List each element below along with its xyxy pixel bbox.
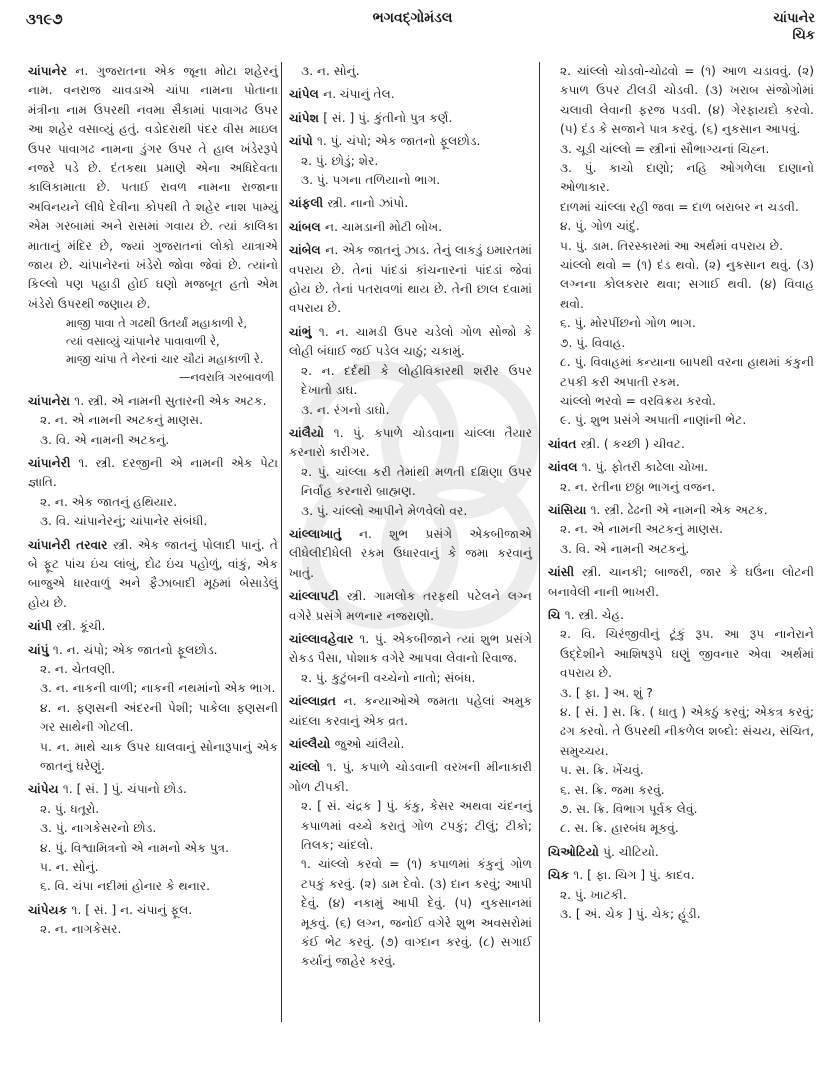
- column-divider: [539, 62, 540, 1022]
- entry-sense: [28, 877, 278, 896]
- entry-headword: ચાંપાનેર: [28, 64, 76, 78]
- dictionary-entry: [289, 758, 532, 971]
- entry-headword: ચાંપેયક: [28, 902, 72, 917]
- entry-sense: [289, 463, 532, 502]
- entry-sense: [548, 353, 814, 392]
- entry-sense: [548, 198, 814, 217]
- definition-text: ન. શુભ પ્રસંગે એકબીજાએ લીધેલીદીધેલી રકમ ઉધારવાનું કે જમા કરવાનું ખાતું.: [289, 526, 532, 580]
- definition-text: ૨. [ સં. ચંદ્રક ] પું. કંકુ, કેસર અથવા ચંદનનું કપાળમાં વચ્ચે કરાતું ગોળ ટપકું; ટીલું; ટીકો; તિલક; ચાંદલો.: [301, 799, 532, 853]
- entry-headword: ચિક: [548, 868, 574, 883]
- definition-text: ૫. પું. ડામ. તિરસ્કારમાં આ અર્થમાં વપરાય છે.: [560, 238, 783, 253]
- dictionary-entry: [28, 392, 278, 450]
- dictionary-entry: [28, 454, 278, 532]
- entry-definition: [28, 536, 278, 614]
- definition-text: ૨. ન. નાગકેસર.: [40, 922, 122, 937]
- entry-definition: [289, 194, 532, 213]
- entry-definition: [289, 735, 532, 754]
- definition-text: ૩. વિ. એ નામની અટકનું.: [40, 432, 170, 447]
- dictionary-entry: [289, 735, 532, 754]
- verse-quote-line: માજી પાવા તે ગઢથી ઉતર્યાં મહાકાળી રે,: [66, 316, 248, 331]
- entry-headword: ચાંફલી: [289, 196, 328, 211]
- dictionary-entry: [289, 692, 532, 731]
- entry-definition: [28, 641, 278, 660]
- entry-headword: ચાંપી: [28, 619, 57, 634]
- entry-sense: [548, 684, 814, 703]
- definition-text: ૪. ન. ફણસની અંદરની પેશી; પાકેલા ફણસની ગર સાથેની ગોટલી.: [40, 700, 278, 735]
- entry-headword: ચાંલૈયો: [289, 425, 334, 440]
- definition-text: ૧. ન. ચંપો; એક જાતનો ફૂલછોડ.: [52, 642, 218, 657]
- guide-word-first: ચાંપાનેર: [773, 11, 815, 26]
- entry-sense: [548, 256, 814, 314]
- verse-quote-line: માજી ચાંપા તે નેરનાં ચાર ચૌટાં મહાકાળી રે.: [66, 352, 264, 367]
- entry-definition: [28, 617, 278, 636]
- definition-text: ૨. ન. એ નામની અટકનું માણસ.: [40, 413, 204, 428]
- entry-definition: [289, 132, 532, 151]
- column-3: [548, 62, 814, 928]
- entry-sense: [548, 781, 814, 800]
- entry-sense: [289, 855, 532, 971]
- entry-sense: [289, 171, 532, 190]
- entry-definition: [28, 62, 278, 314]
- dictionary-entry: [28, 901, 278, 940]
- entry-sense: [548, 520, 814, 539]
- definition-text: સ્ત્રી. ગામલોક તરફથી પટેલને લગ્ન વગેરે પ્રસંગે મળનાર નજરાણો.: [289, 589, 532, 623]
- page-number: ૩૧૯૭: [26, 10, 63, 28]
- entry-headword: ચાંલ્લાપટી: [289, 589, 347, 604]
- entry-definition: [28, 454, 278, 493]
- entry-headword: ચાંબલ: [289, 219, 325, 234]
- definition-text: ૪. [ સં. ] સ. ક્રિ. ( ધાતુ ) એકઠું કરવું; એકત્ર કરવું; ઢગ કરવો. તે ઉપરથી નીકળેલ શબ્દો: સંચય, સંચિત, સમુચ્ચય.: [560, 705, 814, 758]
- dictionary-entry: [289, 132, 532, 190]
- definition-text: ૮. સ. ક્રિ. હારબંધ મૂકવું.: [560, 821, 679, 836]
- entry-definition: [289, 241, 532, 319]
- entry-definition: [28, 901, 278, 920]
- entry-sense: [548, 140, 814, 159]
- entry-sense: [548, 703, 814, 761]
- definition-text: ૧. [ ફા. ચિગ ] પું. કાદવ.: [573, 868, 695, 883]
- entry-sense: [548, 334, 814, 353]
- definition-text: સ્ત્રી. એક જાતનું પોલાદી પાનું. તે બે ફૂટ પાંચ ઇંચ લાંબું, દોઢ ઇંચ પહોળું, વાંકું, એક બાજુએ ધારવાળું અને ફૈઝાબાદી મૂઠમાં બેસાડેલું હોય છે.: [28, 537, 278, 610]
- definition-text: ૧. પું. ચંપો; એક જાતનો ફૂલછોડ.: [316, 134, 481, 149]
- entry-definition: [548, 866, 814, 885]
- definition-text: ૩. ન. નાકની વાળી; નાકની નથમાંનો એક ભાગ.: [40, 681, 276, 696]
- definition-text: ૧. સ્ત્રી. ઢેઢની એ નામની એક અટક.: [590, 502, 768, 517]
- definition-text: ૧. ચાંલ્લો કરવો = (૧) કપાળમાં કંકુનું ગોળ ટપકું કરવું. (૨) ડામ દેવો. (૩) દાન કરવું; આપી દેવું. (૪) નકામું આપી દેવું. (૫) નુકસાનમાં મૂકવું. (૬) લગ્ન, જનોઈ વગેરે શુભ અવસરોમાં કંઈ ભેટ કરવું. (૭) વાગ્દાન કરવું. (૮) સગાઈ કર્યાનું જાહેર કરવું.: [301, 857, 532, 969]
- definition-text: સ્ત્રી. કૂંચી.: [56, 619, 106, 634]
- column-divider: [281, 62, 282, 1022]
- entry-sense: [548, 905, 814, 924]
- definition-text: ૬. પું. મોરપીંછનો ગોળ ભાગ.: [560, 316, 696, 331]
- definition-text: ૩. પું. કાચો દાણો; નહિ ઓગળેલા દાણાનો ઓળાકાર.: [560, 161, 814, 195]
- definition-text: ૧. પું. ફોતરી કાઢેલા ચોખા.: [581, 460, 709, 475]
- dictionary-entry: [289, 218, 532, 237]
- definition-text: ન. કન્યાઓએ જમતા પહેલાં અમુક ચાંદલા કરવાનું એક વ્રત.: [289, 694, 532, 728]
- entry-headword: ચાંલ્લો: [289, 760, 327, 775]
- dictionary-entry: [289, 630, 532, 688]
- entry-sense: [28, 920, 278, 939]
- definition-text: ૨. ન. એ નામની અટકનું માણસ.: [560, 522, 724, 537]
- entry-sense: [28, 411, 278, 430]
- definition-text: ૧. [ સં. ] પું. ચંપાનો છોડ.: [62, 782, 187, 797]
- definition-text: ૪. પું. ગોળ ચાંદું.: [560, 219, 640, 234]
- entry-sense: [548, 886, 814, 905]
- entry-definition: [548, 843, 814, 862]
- entry-headword: ચિ: [548, 607, 565, 622]
- entry-headword: ચાંપાનેરા: [28, 393, 75, 408]
- definition-text: ૫. ન. માથે ચાક ઉપર ઘાલવાનું સોનારૂપાનું એક જાતનું ઘરેણું.: [40, 739, 278, 773]
- entry-sense: [548, 392, 814, 411]
- definition-text: ૨. પું. ચાંલ્લા કરી તેમાંથી મળતી દક્ષિણા ઉપર નિર્વાહ કરનારો બ્રાહ્મણ.: [301, 464, 532, 499]
- definition-text: ૧. પું. એકબીજાને ત્યાં શુભ પ્રસંગે રોકડ પૈસા, પોશાક વગેરે આપવા લેવાનો રિવાજ.: [289, 631, 533, 666]
- definition-text: ૨. પું. છોડું; શેર.: [301, 153, 379, 168]
- book-title: ભગવદ્ગોમંડલ: [372, 10, 453, 26]
- entry-definition: [548, 606, 814, 625]
- definition-text: ૬. સ. ક્રિ. જમા કરવું.: [560, 782, 665, 797]
- entry-headword: ચાંબેલ: [289, 243, 326, 258]
- page-header: [0, 0, 825, 48]
- column-1: [28, 62, 278, 944]
- definition-text: ૩. વિ. ચાંપાનેરનું; ચાંપાનેર સંબંધી.: [40, 514, 208, 529]
- definition-text: ૭. સ. ક્રિ. વિભાગ પૂર્વક લેવું.: [560, 802, 698, 817]
- entry-definition: [548, 435, 814, 454]
- dictionary-entry: [28, 617, 278, 636]
- definition-text: ૧. સ્ત્રી. ચેહ.: [564, 607, 624, 622]
- definition-text: ૨. પું. કુટુંબની વચ્ચેનો નાતો; સંબંધ.: [301, 670, 476, 685]
- entry-sense: [289, 502, 532, 521]
- entry-headword: ચાંપો: [289, 134, 317, 149]
- entry-sense: [548, 217, 814, 236]
- dictionary-entry: [289, 525, 532, 583]
- definition-text: ૩. પું. ચાંલ્લો આપીને મેળવેલો વર.: [301, 503, 468, 518]
- entry-headword: ચાંલ્લાવ્રત: [289, 694, 344, 709]
- entry-sense: [548, 478, 814, 497]
- entry-sense: [28, 800, 278, 819]
- definition-text: ૨. ન. રતીના છઠ્ઠા ભાગનું વજન.: [560, 479, 716, 494]
- definition-text: ૩. પું. નાગકેસરનો છોડ.: [40, 821, 157, 836]
- definition-text: ૨. ન. દર્દથી કે લોહીવિકારથી શરીર ઉપર દેખાતો ડાઘ.: [301, 363, 532, 398]
- dictionary-entry: [548, 458, 814, 497]
- entry-sense: [548, 819, 814, 838]
- definition-text: પું. ચીટિયો.: [603, 844, 659, 859]
- entry-sense: [289, 669, 532, 688]
- entry-headword: ચાંસિયા: [548, 502, 591, 517]
- entry-sense: [548, 314, 814, 333]
- entry-sense: [28, 512, 278, 531]
- definition-text: ન. ચામડાની મોટી બોખ.: [324, 219, 443, 234]
- definition-text: [ સં. ] પું. કુંતીનો પુત્ર કર્ણ.: [323, 110, 453, 125]
- entry-definition: [28, 780, 278, 799]
- definition-text: ૩. [ ફા. ] અ. શું ?: [560, 685, 653, 700]
- definition-text: ૩. વિ. એ નામની અટકનું.: [560, 541, 690, 556]
- dictionary-entry: [289, 323, 532, 420]
- dictionary-entry: [548, 866, 814, 924]
- entry-headword: ચાંલ્લાવહેવાર: [289, 631, 360, 646]
- dictionary-entry: [548, 501, 814, 559]
- definition-text: ૯. પું. શુભ પ્રસંગે અપાતી નાણાંની ભેટ.: [560, 413, 747, 428]
- definition-text: ન. એક જાતનું ઝાડ. તેનું લાકડું ઇમારતમાં વપરાય છે. તેનાં પાંદડાં કાંચનારનાં પાંદડાં જેવાં હોય છે. તેનાં પતરાવળાં થાય છે. તેની છાલ દવામાં વપરાય છે.: [289, 243, 532, 316]
- definition-text: ૪. પું. વિશ્વામિત્રનો એ નામનો એક પુત્ર.: [40, 840, 230, 855]
- dictionary-entry: [289, 85, 532, 104]
- entry-headword: ચિઓટિયો: [548, 844, 604, 859]
- definition-text: ૨. પું. ધતૂરો.: [40, 801, 100, 816]
- dictionary-entry: [289, 587, 532, 626]
- definition-text: ન. ચંપાનું તેલ.: [323, 87, 395, 102]
- entry-sense: [28, 738, 278, 777]
- dictionary-entry: [548, 843, 814, 862]
- entry-definition: [289, 692, 532, 731]
- entry-sense: [28, 819, 278, 838]
- definition-text: ૩. ન. રંગનો ડાઘો.: [301, 402, 390, 417]
- dictionary-entry: [289, 424, 532, 521]
- definition-text: ચાંલ્લો થવો = (૧) દંડ થવો. (૨) નુકસાન થવું. (૩) લગ્નના કોલકરાર થવા; સગાઈ થવી. (૪) વિવાહ થવો.: [560, 258, 814, 311]
- entry-sense: [28, 839, 278, 858]
- dictionary-entry: [289, 194, 532, 213]
- dictionary-entry: [548, 563, 814, 602]
- entry-headword: ચાંવલ: [548, 460, 582, 475]
- dictionary-entry: [28, 780, 278, 896]
- definition-text: ૮. પું. વિવાહમાં કન્યાના બાપથી વરના હાથમાં કંકુની ટપકી કરી અપાતી રકમ.: [560, 355, 814, 389]
- definition-text: સ્ત્રી. ( કચ્છી ) ચીવટ.: [580, 436, 685, 451]
- entry-sense: [28, 679, 278, 698]
- entry-sense: [28, 660, 278, 679]
- definition-text: ૨. ન. ચેતવણી.: [40, 661, 116, 676]
- dictionary-entry: [28, 641, 278, 777]
- entry-headword: ચાંભું: [289, 324, 319, 339]
- entry-definition: [548, 563, 814, 602]
- entry-headword: ચાંપેશ: [289, 110, 324, 125]
- entry-headword: ચાંસી: [548, 565, 583, 580]
- dictionary-entry: [289, 241, 532, 319]
- entry-definition: [289, 218, 532, 237]
- entry-headword: ચાંપેલ: [289, 87, 324, 102]
- entry-sense: [289, 797, 532, 855]
- definition-text: ન. ગુજરાતના એક જૂના મોટા શહેરનું નામ. વનરાજ ચાવડાએ ચાંપા નામના પોતાના મંત્રીના નામ ઉપરથી નવમા સૈકામાં પાવાગઢ ઉપર આ શહેર વસાવ્યું હતું. વડોદરાથી પંદર વીસ માઇલ ઉપર પાવાગઢ નામના ડુંગર ઉપર તે હાલ ખંડેરરૂપે નજરે પડે છે. દંતકથા પ્રમાણે એના અધિદેવતા કાલિકામાતા છે. પતાઈ રાવળ નામના રાજાના અવિનયને લીધે દેવીના કોપથી તે શહેર નાશ પામ્યું એમ ગરબામાં અને રાસમાં ગવાય છે. ત્યાં કાલિકા માતાનું મંદિર છે, જ્યાં ગુજરાતનાં લોકો યાત્રાએ જાય છે. ચાંપાનેરનાં ખંડેરો જોવા જેવાં છે. ત્યાંનો કિલ્લો પણ પહાડી હોઈ ઘણો મજબૂત હતો એમ ખંડેરો ઉપરથી જણાય છે.: [28, 64, 278, 311]
- entry-sense: [548, 411, 814, 430]
- entry-definition: [289, 758, 532, 797]
- dictionary-entry: [28, 536, 278, 614]
- entry-sense: [289, 152, 532, 171]
- entry-headword: ચાંપાનેરી તરવાર: [28, 537, 114, 552]
- entry-definition: [289, 587, 532, 626]
- definition-text: ૩. ન. સોનું.: [301, 64, 360, 78]
- dictionary-entry: [548, 606, 814, 839]
- entry-sense: [28, 431, 278, 450]
- definition-text: ૨. વિ. ચિરંજીવીનું ટૂંકું રૂપ. આ રૂપ નાનેરાને ઉદ્દેશીને આશિષરૂપે ઘણું જીવનાર એવા અર્થમાં વપરાય છે.: [560, 627, 814, 681]
- entry-definition: [289, 62, 532, 81]
- definition-text: સ્ત્રી. નાનો ઝાંપો.: [327, 196, 409, 211]
- entry-headword: ચાંપું: [28, 642, 53, 657]
- definition-text: ૫. ન. સોનું.: [40, 860, 99, 875]
- definition-text: ૩. ચૂડી ચાંલ્લો = સ્ત્રીનાં સૌભાગ્યનાં ચિહ્ન.: [560, 141, 770, 156]
- entry-sense: [548, 625, 814, 683]
- entry-sense: [289, 362, 532, 401]
- definition-text: ૨. ચાંલ્લો ચોડવો-ચોઢવો = (૧) આળ ચડાવવું. (૨) કપાળ ઉપર ટીલડી ચોડવી. (૩) ખરાબ સંજોગોમાં ચલાવી લેવાની ફરજ પડવી. (૪) ગેરફાયદો કરવો. (૫) દંડ કે સજાને પાત્ર કરવું. (૬) નુકસાન આપવું.: [560, 64, 814, 137]
- entry-sense: [548, 800, 814, 819]
- guide-word-last: ચિક: [792, 28, 815, 43]
- column-2: [289, 62, 532, 976]
- entry-sense: [548, 540, 814, 559]
- entry-definition: [548, 62, 814, 140]
- entry-headword: ચાંલ્લાખાતું: [289, 526, 359, 541]
- definition-text: ૧. પું. કપાળે ચોડવાના ચાંલ્લા તૈયાર કરનારો કારીગર.: [289, 425, 532, 460]
- entry-headword: ચાંપાનેરી: [28, 455, 79, 470]
- entry-sense: [548, 159, 814, 198]
- definition-text: ૨. ન. એક જાતનું હથિયાર.: [40, 494, 178, 509]
- definition-text: ૭. પું. વિવાહ.: [560, 335, 626, 350]
- guide-words: [773, 10, 815, 44]
- entry-sense: [548, 761, 814, 780]
- dictionary-entry: [289, 109, 532, 128]
- entry-definition: [289, 109, 532, 128]
- entry-headword: ચાંલ્લૈયો: [289, 737, 335, 751]
- entry-sense: [289, 401, 532, 420]
- entry-headword: ચાંપેય: [28, 782, 63, 797]
- definition-text: સ્ત્રી. ચાનકી; બાજરી, જાર કે ઘઉંના લોટની બનાવેલી નાની ભાખરી.: [548, 565, 814, 599]
- entry-definition: [289, 525, 532, 583]
- definition-text: ૧. સ્ત્રી. એ નામની સુતારની એક અટક.: [74, 393, 267, 408]
- entry-definition: [289, 424, 532, 463]
- entry-definition: [289, 630, 532, 669]
- verse-quote-line: ત્યાં વસાવ્યું ચાંપાનેર પાવાવાળી રે,: [66, 334, 220, 349]
- definition-text: ૩. [ અં. ચેક ] પું. ચેક; હૂંડી.: [560, 907, 701, 922]
- definition-text: જુઓ ચાંલૈયો.: [334, 737, 405, 751]
- entry-sense: [28, 858, 278, 877]
- definition-text: ૬. વિ. ચંપા નદીમાં હોનાર કે થનાર.: [40, 879, 211, 894]
- quote-source: —નવરાત્રિ ગરબાવળી: [178, 370, 274, 385]
- definition-text: ૧. ન. ચામડી ઉપર ચડેલો ગોળ સોજો કે લોહી બંધાઈ જઈ પડેલ ચાઠું; ચકામું.: [289, 324, 532, 359]
- definition-text: ચાંલ્લો ભરવો = વરવિક્રય કરવો.: [560, 393, 716, 408]
- entry-definition: [289, 323, 532, 362]
- definition-text: ૩. પું. પગના તળિયાનો ભાગ.: [301, 173, 441, 188]
- dictionary-entry: [548, 62, 814, 431]
- definition-text: ૧. સ્ત્રી. દરજીની એ નામની એક પેટા જ્ઞાતિ.: [28, 455, 278, 490]
- entry-sense: [28, 493, 278, 512]
- entry-definition: [28, 392, 278, 411]
- definition-text: ૧. [ સં. ] ન. ચંપાનું ફૂલ.: [71, 902, 193, 917]
- definition-text: ૫. સ. ક્રિ. ખેંચવું.: [560, 763, 644, 778]
- dictionary-entry: [548, 435, 814, 454]
- dictionary-entry: [289, 62, 532, 81]
- definition-text: ૨. પું. ખાટકી.: [560, 887, 627, 902]
- entry-definition: [548, 501, 814, 520]
- entry-sense: [548, 237, 814, 256]
- entry-definition: [289, 85, 532, 104]
- dictionary-entry: [28, 62, 278, 388]
- definition-text: દાળમાં ચાંલ્લા રહી જવા = દાળ બરાબર ન ચડવી.: [560, 199, 799, 214]
- entry-definition: [548, 458, 814, 477]
- entry-sense: [28, 699, 278, 738]
- definition-text: ૧. પું. કપાળે ચોડવાની વરખની મીનાકારી ગોળ ટીપકી.: [289, 760, 533, 794]
- entry-headword: ચાંવત: [548, 436, 581, 451]
